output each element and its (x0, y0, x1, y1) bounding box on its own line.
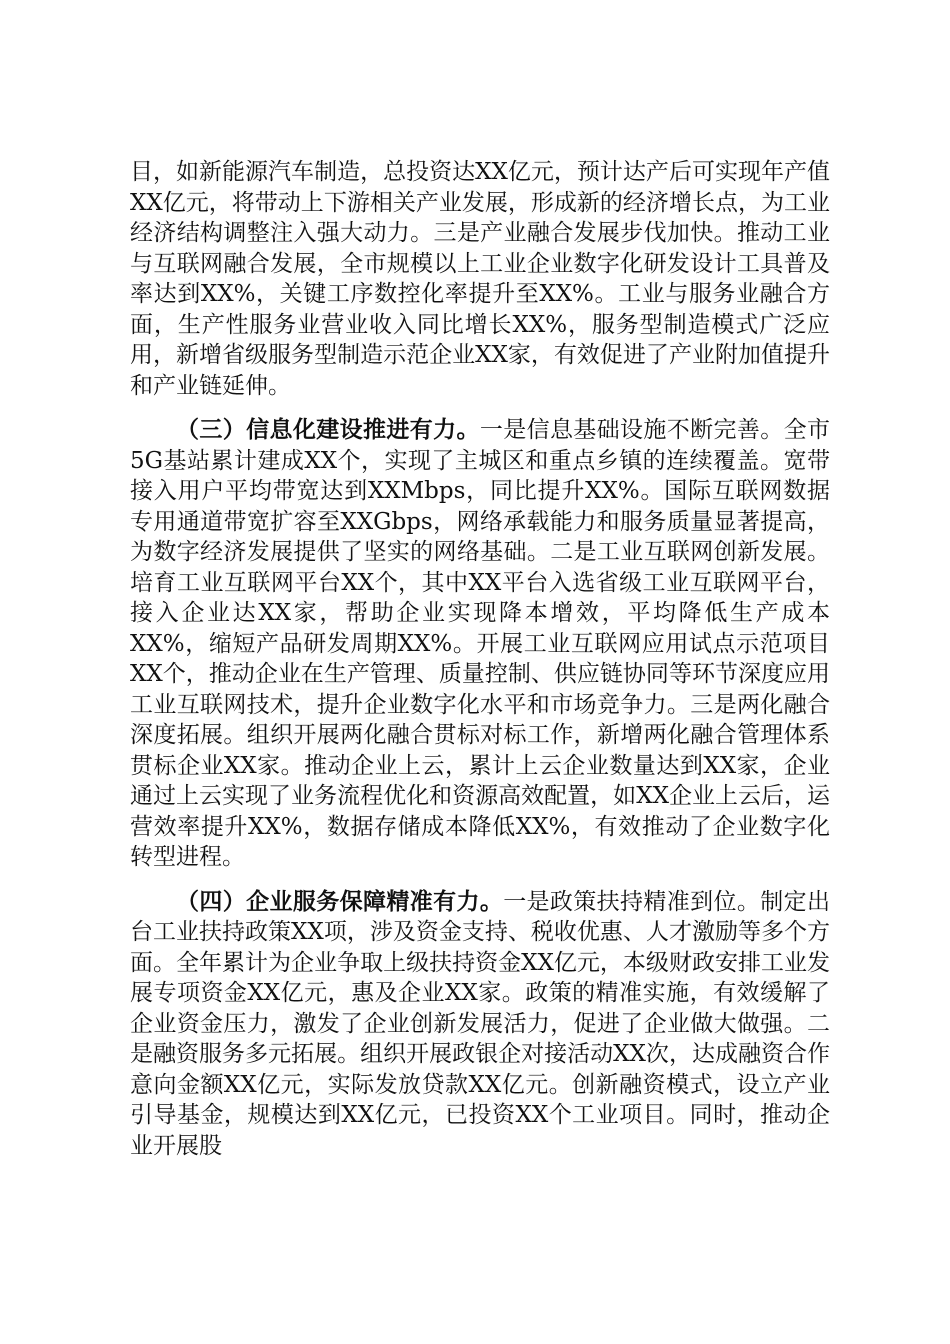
paragraph-body: 一是政策扶持精准到位。制定出台工业扶持政策XX项，涉及资金支持、税收优惠、人才激励等多个方面。全年累计为企业争取上级扶持资金XX亿元，本级财政安排工业发展专项资金XX亿元，惠及企业XX家。政策的精准实施，有效缓解了企业资金压力，激发了企业创新发展活力，促进了企业做大做强。二是融资服务多元拓展。组织开展政银企对接活动XX次，达成融资合作意向金额XX亿元，实际发放贷款XX亿元。创新融资模式，设立产业引导基金，规模达到XX亿元，已投资XX个工业项目。同时，推动企业开展股 (130, 888, 831, 1159)
section-heading: （四）企业服务保障精准有力。 (176, 888, 504, 915)
paragraph-continued (130, 157, 830, 401)
paragraph-body: 一是信息基础设施不断完善。全市5G基站累计建成XX个，实现了主城区和重点乡镇的连续覆盖。宽带接入用户平均带宽达到XXMbps，同比提升XX%。国际互联网数据专用通道带宽扩容至XXGbps，网络承载能力和服务质量显著提高，为数字经济发展提供了坚实的网络基础。二是工业互联网创新发展。培育工业互联网平台XX个，其中XX平台入选省级工业互联网平台，接入企业达XX家，帮助企业实现降本增效，平均降低生产成本XX%，缩短产品研发周期XX%。开展工业互联网应用试点示范项目XX个，推动企业在生产管理、质量控制、供应链协同等环节深度应用工业互联网技术，提升企业数字化水平和市场竞争力。三是两化融合深度拓展。组织开展两化融合贯标对标工作，新增两化融合管理体系贯标企业XX家。推动企业上云，累计上云企业数量达到XX家，企业通过上云实现了业务流程优化和资源高效配置，如XX企业上云后，运营效率提升XX%，数据存储成本降低XX%，有效推动了企业数字化转型进程。 (130, 417, 831, 870)
section-heading: （三）信息化建设推进有力。 (176, 417, 480, 443)
paragraph-section-4 (130, 887, 830, 1162)
paragraph-body: 目，如新能源汽车制造，总投资达XX亿元，预计达产后可实现年产值XX亿元，将带动上下游相关产业发展，形成新的经济增长点，为工业经济结构调整注入强大动力。三是产业融合发展步伐加快。推动工业与互联网融合发展，全市规模以上工业企业数字化研发设计工具普及率达到XX%，关键工序数控化率提升至XX%。工业与服务业融合方面，生产性服务业营业收入同比增长XX%，服务型制造模式广泛应用，新增省级服务型制造示范企业XX家，有效促进了产业附加值提升和产业链延伸。 (130, 159, 830, 399)
document-page (130, 157, 830, 1161)
paragraph-section-3 (130, 415, 830, 873)
